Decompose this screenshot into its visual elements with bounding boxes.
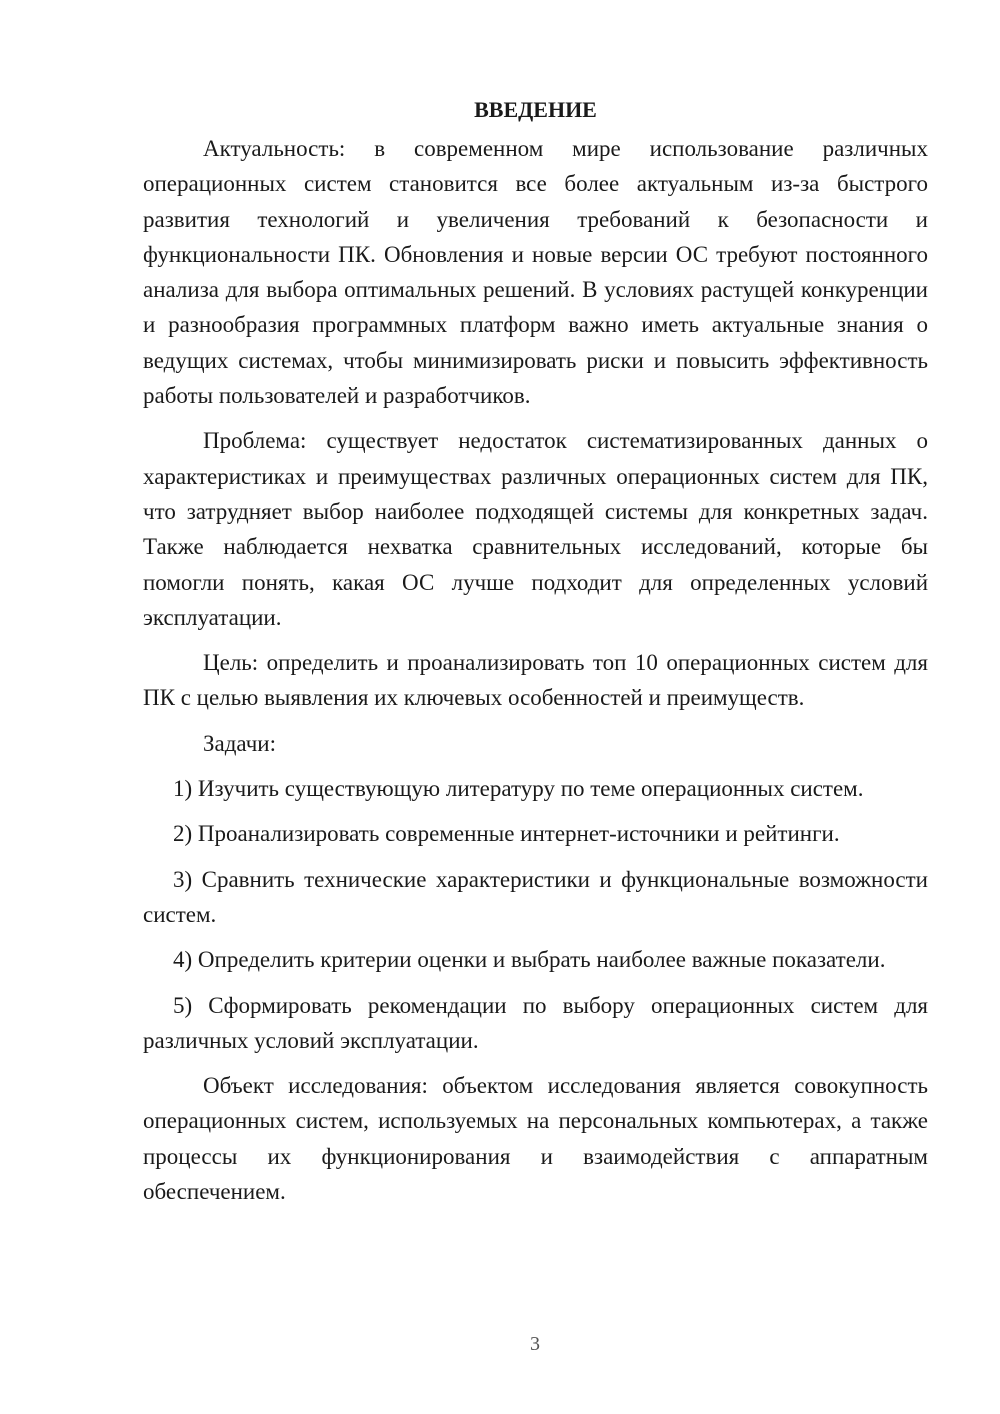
relevance-paragraph: Актуальность: в современном мире использование различных операционных систем становится все более актуальным из-за быстрого развития технологий и увеличения требований к безопасности и функциональности ПК. Обновления и новые версии ОС требуют постоянного анализа для выбора оптимальных решений. В условиях растущей конкуренции и разнообразия программных платформ важно иметь актуальные знания о ведущих системах, чтобы минимизировать риски и повысить эффективность работы пользователей и разработчиков. xyxy=(143,136,928,409)
task-item: 5) Сформировать рекомендации по выбору операционных систем для различных условий эксплуатации. xyxy=(143,992,928,1053)
tasks-label: Задачи: xyxy=(203,730,276,756)
object-paragraph: Объект исследования: объектом исследования является совокупность операционных систем, используемых на персональных компьютерах, а также процессы их функционирования и взаимодействия с аппаратным обеспечением. xyxy=(143,1073,928,1205)
task-item: 4) Определить критерии оценки и выбрать наиболее важные показатели. xyxy=(173,947,886,973)
problem-paragraph: Проблема: существует недостаток систематизированных данных о характеристиках и преимуществах различных операционных систем для ПК, что затрудняет выбор наиболее подходящей системы для конкретных задач. Также наблюдается нехватка сравнительных исследований, которые бы помогли понять, какая ОС лучше подходит для определенных условий эксплуатации. xyxy=(143,428,928,630)
section-heading: ВВЕДЕНИЕ xyxy=(474,97,597,122)
document-page xyxy=(143,92,928,1209)
goal-paragraph: Цель: определить и проанализировать топ 10 операционных систем для ПК с целью выявления их ключевых особенностей и преимуществ. xyxy=(143,650,928,711)
task-item: 1) Изучить существующую литературу по теме операционных систем. xyxy=(173,776,864,802)
task-item: 3) Сравнить технические характеристики и функциональные возможности систем. xyxy=(143,866,928,927)
page-number: 3 xyxy=(530,1333,540,1355)
task-item: 2) Проанализировать современные интернет-источники и рейтинги. xyxy=(173,821,840,847)
